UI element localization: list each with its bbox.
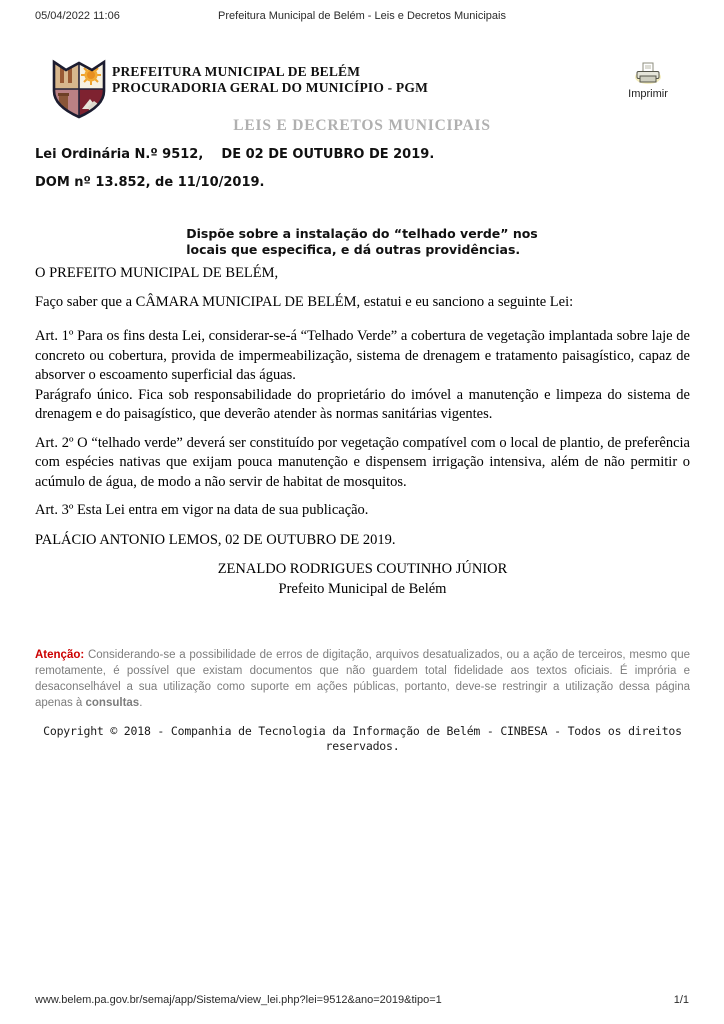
law-summary: [186, 226, 538, 257]
law-summary-line: locais que especifica, e dá outras providências.: [186, 241, 521, 257]
article-1: Art. 1º Para os fins desta Lei, considerar-se-á “Telhado Verde” a cobertura de vegetação implantada sobre laje de concreto ou cobertura, provida de impermeabilização, sistema de drenagem e tratamento paisagístico, capaz de absorver o escoamento superficial das águas.: [35, 328, 690, 383]
signature-name: ZENALDO RODRIGUES COUTINHO JÚNIOR: [217, 561, 508, 577]
section-title: LEIS E DECRETOS MUNICIPAIS: [233, 117, 491, 134]
law-summary-line: Dispõe sobre a instalação do “telhado verde” nos: [186, 226, 538, 241]
print-footer-url: www.belem.pa.gov.br/semaj/app/Sistema/view_lei.php?lei=9512&ano=2019&tipo=1: [35, 994, 442, 1006]
law-opening: O PREFEITO MUNICIPAL DE BELÉM,: [35, 265, 279, 281]
article-2: Art. 2º O “telhado verde” deverá ser constituído por vegetação compatível com o local de plantio, de preferência com espécies nativas que exijam pouca manutenção e dispensem irrigação intensiva, além de não permitir o acúmulo de água, de modo a não servir de habitat de mosquitos.: [35, 434, 690, 490]
print-page-title: Prefeitura Municipal de Belém - Leis e Decretos Municipais: [218, 10, 506, 22]
signature-role: Prefeito Municipal de Belém: [278, 581, 447, 597]
print-button[interactable]: [620, 62, 676, 100]
masthead: [48, 57, 694, 123]
article-1-block: [35, 327, 690, 425]
print-footer-page-indicator: 1/1: [673, 994, 689, 1006]
print-datetime: 05/04/2022 11:06: [35, 10, 120, 22]
law-summary-wrap: [0, 226, 724, 257]
org-name: PREFEITURA MUNICIPAL DE BELÉM: [112, 64, 361, 79]
law-preamble: Faço saber que a CÂMARA MUNICIPAL DE BELÉM, estatui e eu sanciono a seguinte Lei:: [35, 293, 574, 310]
print-footer: [35, 994, 689, 1006]
printer-icon: [634, 75, 662, 87]
article-1-sole-paragraph: Parágrafo único. Fica sob responsabilidade do proprietário do imóvel a manutenção e limpeza do sistema de drenagem e do paisagístico, que deverão atender às normas sanitárias vigentes.: [35, 386, 690, 422]
place-and-date: PALÁCIO ANTONIO LEMOS, 02 DE OUTUBRO DE 2019.: [35, 531, 396, 548]
law-title: Lei Ordinária N.º 9512, DE 02 DE OUTUBRO DE 2019.: [35, 147, 435, 162]
signature-block: [35, 559, 690, 599]
org-header: [112, 64, 428, 96]
copyright-notice: Copyright © 2018 - Companhia de Tecnologia da Informação de Belém - CINBESA - Todos os direitos reservados.: [43, 724, 682, 753]
belem-coat-of-arms-logo: [48, 57, 110, 126]
org-department: PROCURADORIA GERAL DO MUNICÍPIO - PGM: [112, 80, 429, 95]
disclaimer-period: .: [139, 697, 143, 709]
print-button-label: Imprimir: [628, 88, 668, 100]
disclaimer-bold-word: consultas: [85, 697, 140, 709]
disclaimer-warning-label: Atenção:: [35, 649, 85, 661]
print-header: [35, 10, 689, 26]
disclaimer-text: Considerando-se a possibilidade de erros de digitação, arquivos desatualizados, ou a ação de terceiros, mesmo que remotamente, é possível que existam documentos que não guardem total fidelidade aos textos oficiais. É imprória e desaconselhável a sua utilização como suporte em ações públicas, portanto, deve-se restringir a utilização dessa página apenas à: [35, 649, 690, 709]
disclaimer: [35, 647, 690, 711]
dom-reference: DOM nº 13.852, de 11/10/2019.: [35, 175, 265, 190]
article-3: Art. 3º Esta Lei entra em vigor na data de sua publicação.: [35, 502, 369, 518]
law-body: [35, 264, 690, 599]
